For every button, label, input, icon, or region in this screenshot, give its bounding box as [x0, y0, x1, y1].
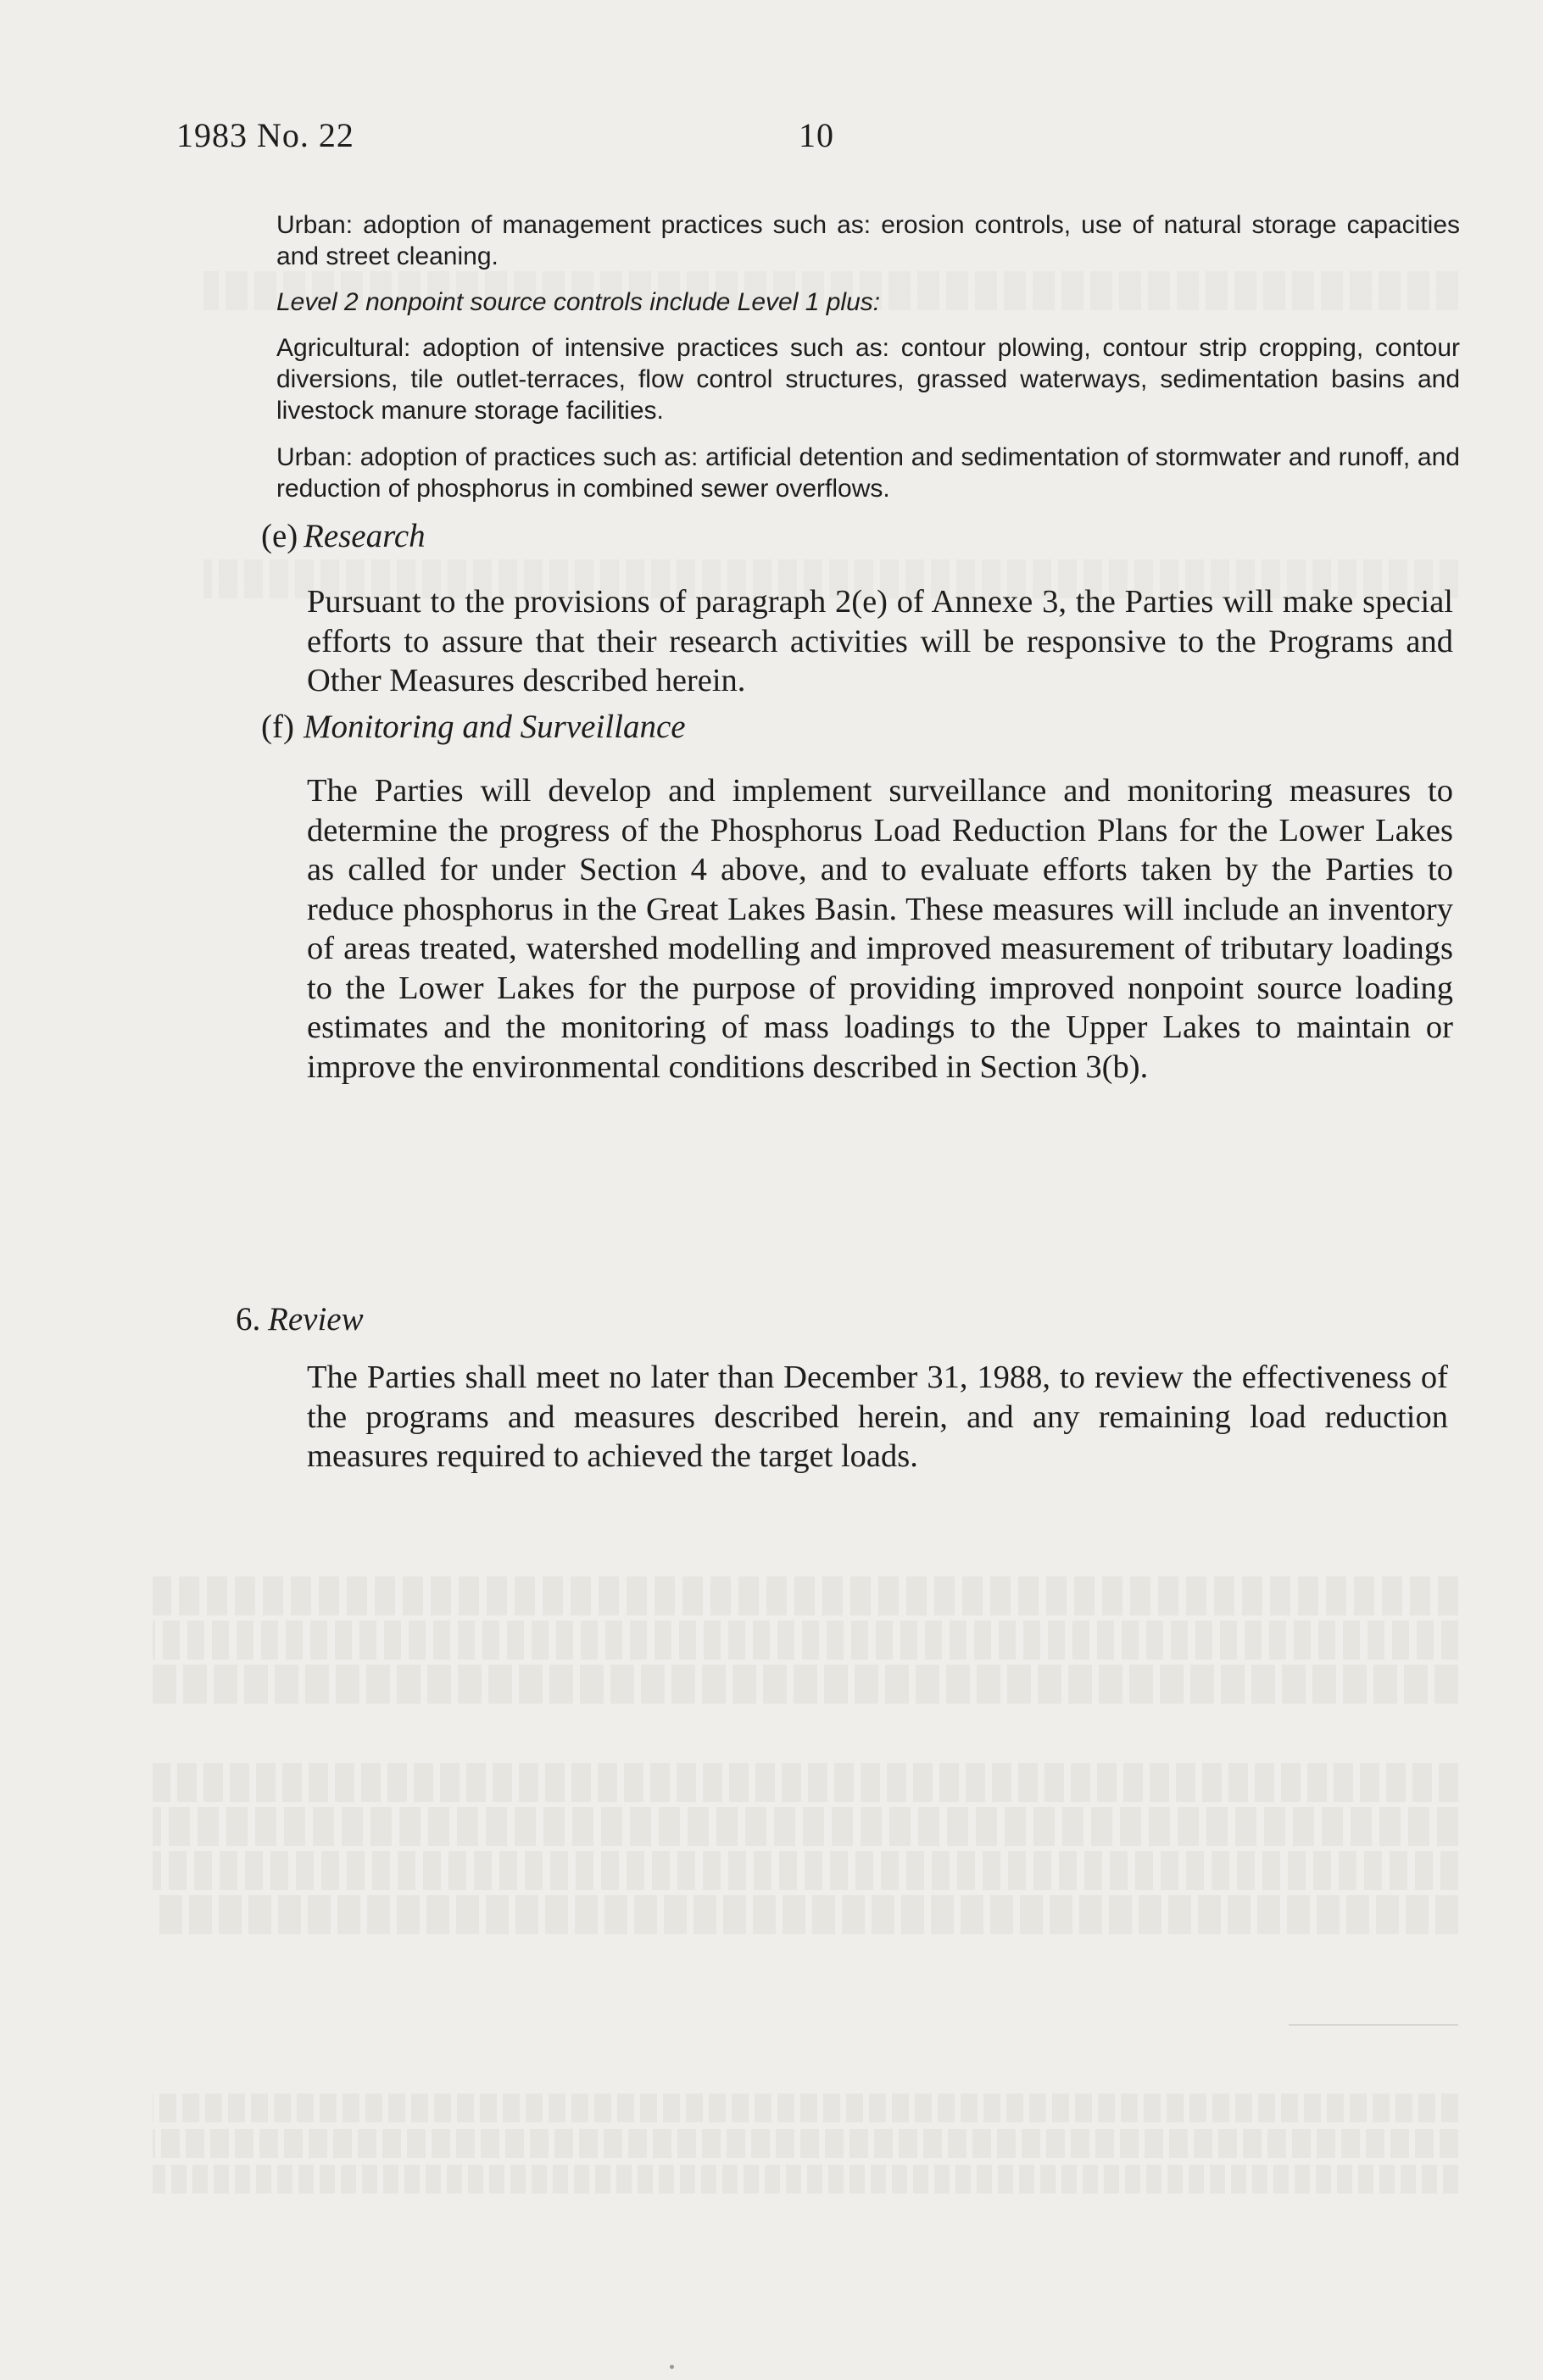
section-f-text: The Parties will develop and implement surveillance and monitoring measures to determine the progress of the Phosphorus Load Reduction Plans for the Lower Lakes as called for under Section 4 above, and to evaluate efforts taken by the Parties to reduce phosphorus in the Great Lakes Basin. These measures will include an inventory of areas treated, watershed modelling and improved measurement of tributary loadings to the Lower Lakes for the purpose of providing improved nonpoint source loading estimates and the monitoring of mass loadings to the Upper Lakes to maintain or improve the environmental conditions described in Section 3(b). [307, 773, 1453, 1085]
section-e-text: Pursuant to the provisions of paragraph 2(e) of Annexe 3, the Parties will make special efforts to assure that their research activities will be responsive to the Programs and Other Measures described herein. [307, 584, 1453, 698]
section-6-heading [236, 1300, 364, 1338]
section-6-marker: 6. [236, 1301, 261, 1337]
section-6-text: The Parties shall meet no later than December 31, 1988, to review the effectiveness of the programs and measures described herein, and any remaining load reduction measures required to achieved the target loads. [307, 1360, 1448, 1474]
page-number: 10 [799, 116, 834, 154]
section-f-marker: (f) [261, 709, 294, 745]
section-e-marker: (e) [261, 518, 298, 554]
agricultural-text: Agricultural: adoption of intensive practices such as: contour plowing, contour strip cropping, contour diversions, tile outlet-terraces, flow control structures, grassed waterways, sedimentation basins and livestock manure storage facilities. [276, 334, 1460, 425]
level2-intro: Level 2 nonpoint source controls include Level 1 plus: [276, 288, 881, 316]
urban-level2-text: Urban: adoption of practices such as: artificial detention and sedimentation of stormwater and runoff, and reduction of phosphorus in combined sewer overflows. [276, 443, 1460, 503]
section-e-heading [261, 517, 426, 555]
scan-speck [670, 2365, 674, 2369]
urban-level1-text: Urban: adoption of management practices such as: erosion controls, use of natural storage capacities and street cleaning. [276, 211, 1460, 270]
header-year-number: 1983 No. 22 [176, 116, 354, 154]
section-f-heading [261, 708, 686, 746]
section-e-title: Research [304, 518, 426, 554]
section-6-title: Review [268, 1301, 364, 1337]
section-f-title: Monitoring and Surveillance [304, 709, 686, 745]
